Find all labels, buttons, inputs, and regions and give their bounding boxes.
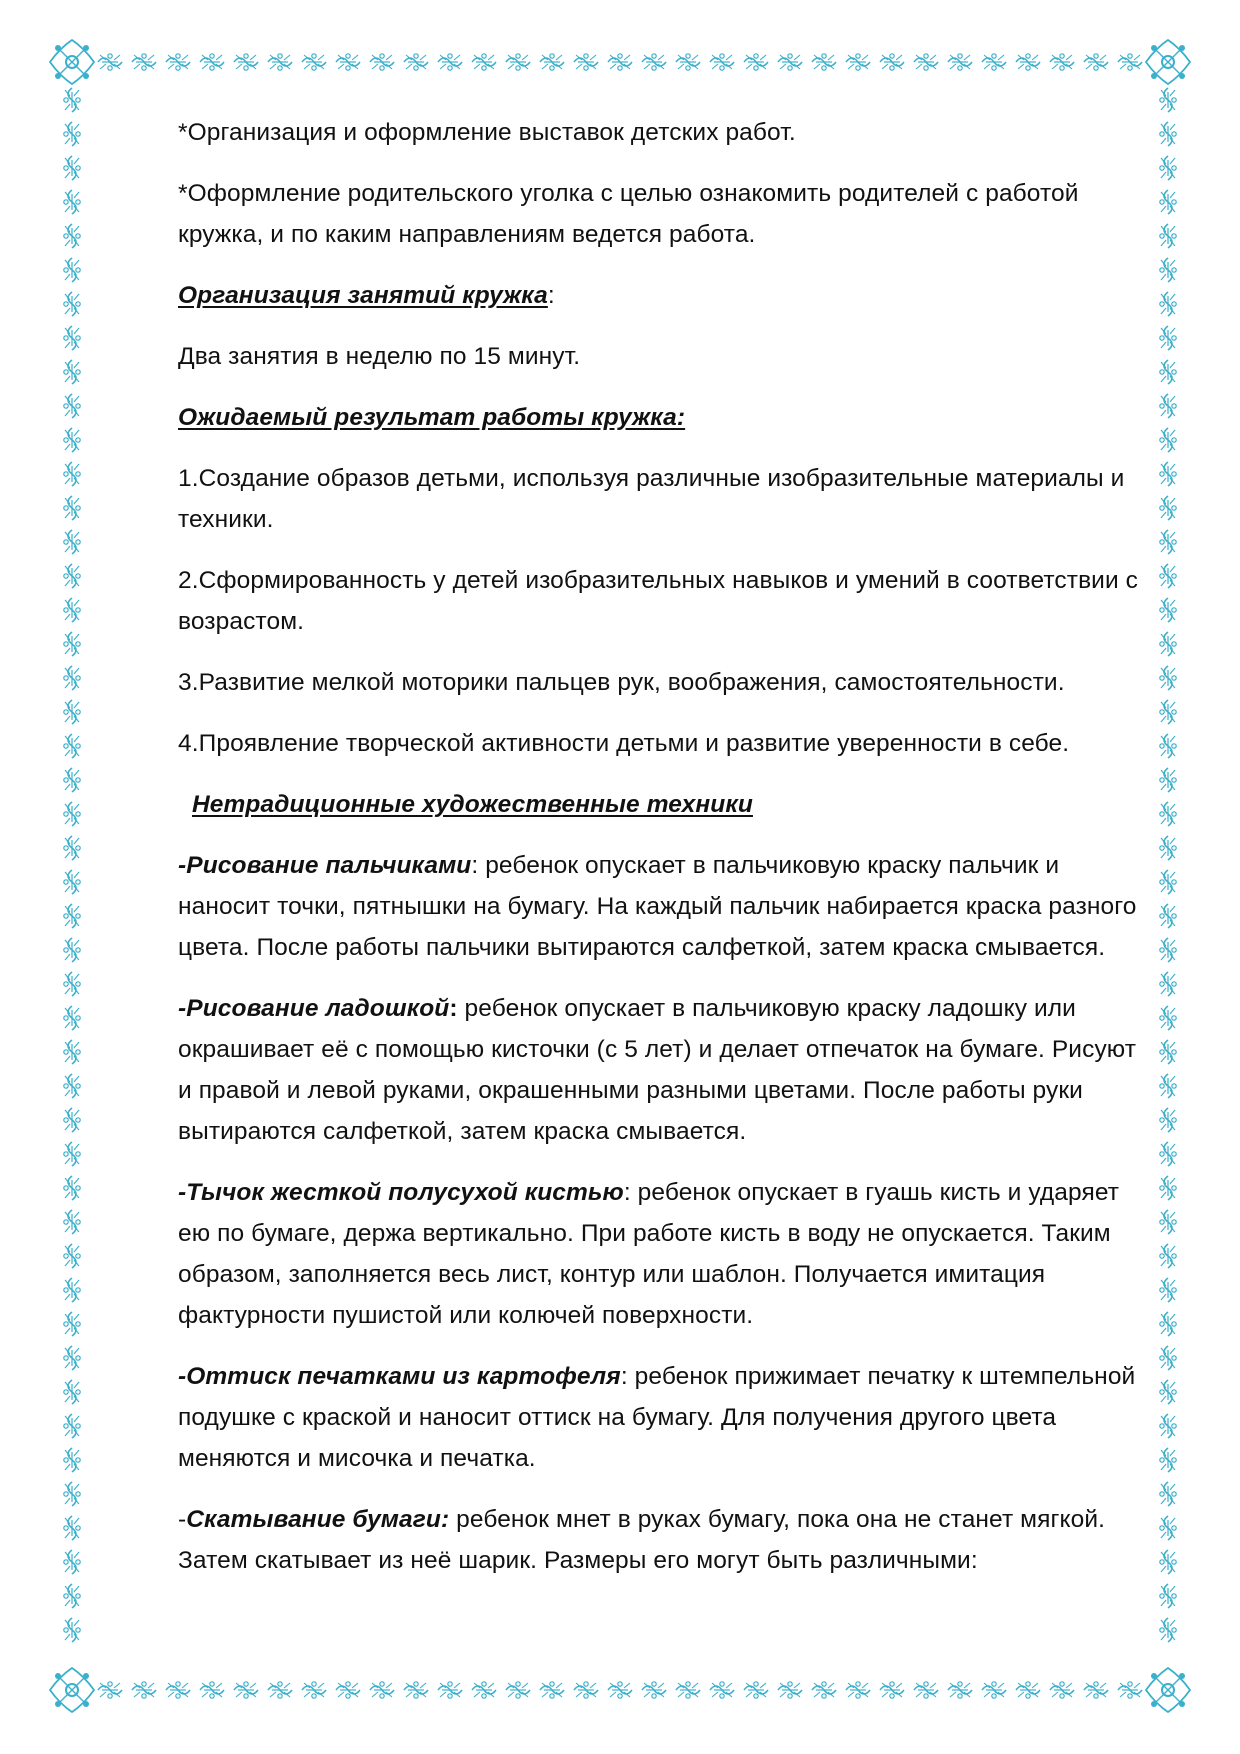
technique-prefix: -: [178, 995, 187, 1022]
border-ornament: [336, 1682, 360, 1698]
border-ornament: [1160, 870, 1176, 894]
border-ornament: [64, 224, 80, 248]
technique-sep: :: [620, 1363, 628, 1390]
border-ornament: [438, 54, 462, 70]
border-ornament: [812, 1682, 836, 1698]
technique-text: ребенок мнет в руках бумагу, пока она не станет мягкой. Затем скатывает из неё шарик. Размеры его могут быть различными:: [178, 1506, 1106, 1574]
border-ornament: [404, 1682, 428, 1698]
border-ornament: [64, 88, 80, 112]
border-ornament: [982, 1682, 1006, 1698]
border-ornament: [64, 802, 80, 826]
border-ornament: [64, 836, 80, 860]
border-ornament: [64, 632, 80, 656]
border-ornament: [1160, 496, 1176, 520]
technique-sep: :: [449, 995, 458, 1022]
heading-organization: Организация занятий кружка: [178, 282, 548, 309]
border-ornament: [1118, 54, 1142, 70]
border-ornament: [1160, 836, 1176, 860]
border-ornament: [710, 54, 734, 70]
border-ornament: [64, 1482, 80, 1506]
border-top: [98, 54, 1142, 70]
border-ornament: [1160, 666, 1176, 690]
border-ornament: [1050, 54, 1074, 70]
border-ornament: [200, 54, 224, 70]
border-ornament: [132, 1682, 156, 1698]
technique-item: [178, 1499, 1148, 1581]
border-ornament: [438, 1682, 462, 1698]
border-ornament: [64, 1346, 80, 1370]
technique-item: [178, 1356, 1148, 1479]
border-ornament: [1160, 1380, 1176, 1404]
border-ornament: [1016, 54, 1040, 70]
border-ornament: [540, 54, 564, 70]
border-ornament: [1160, 428, 1176, 452]
border-ornament: [64, 1448, 80, 1472]
border-ornament: [1016, 1682, 1040, 1698]
border-ornament: [1160, 1550, 1176, 1574]
technique-prefix: -: [178, 1506, 187, 1533]
heading-organization-colon: :: [547, 282, 555, 309]
border-ornament: [132, 54, 156, 70]
border-ornament: [64, 666, 80, 690]
border-ornament: [812, 54, 836, 70]
border-ornament: [1160, 1346, 1176, 1370]
border-ornament: [64, 1584, 80, 1608]
border-ornament: [1160, 1074, 1176, 1098]
technique-sep: :: [623, 1179, 631, 1206]
border-ornament: [1160, 292, 1176, 316]
technique-title: Оттиск печатками из картофеля: [186, 1363, 621, 1390]
border-ornament: [1160, 1142, 1176, 1166]
border-ornament: [1160, 972, 1176, 996]
border-ornament: [64, 870, 80, 894]
technique-title: Рисование пальчиками: [186, 852, 472, 879]
border-right: [1160, 88, 1176, 1642]
technique-text: ребенок опускает в пальчиковую краску ладошку или окрашивает её с помощью кисточки (с 5 лет) и делает отпечаток на бумаге. Рисуют и правой и левой руками, окрашенными разными цветами. После работы руки вытираются салфеткой, затем краска смывается.: [178, 995, 1137, 1145]
border-ornament: [1160, 1448, 1176, 1472]
border-ornament: [1160, 632, 1176, 656]
border-ornament: [64, 938, 80, 962]
corner-ornament-top-right: [1146, 40, 1190, 84]
border-ornament: [64, 258, 80, 282]
border-ornament: [1160, 938, 1176, 962]
technique-title: Рисование ладошкой: [186, 995, 450, 1022]
border-ornament: [64, 598, 80, 622]
border-ornament: [1160, 1108, 1176, 1132]
corner-ornament-top-left: [50, 40, 94, 84]
border-ornament: [1160, 1584, 1176, 1608]
border-ornament: [1160, 1414, 1176, 1438]
border-ornament: [64, 1244, 80, 1268]
border-ornament: [64, 1108, 80, 1132]
border-ornament: [370, 1682, 394, 1698]
document-body: [178, 112, 1148, 1601]
border-ornament: [506, 1682, 530, 1698]
section-techniques-heading: [178, 784, 1148, 825]
border-ornament: [1160, 904, 1176, 928]
border-ornament: [1160, 1312, 1176, 1336]
border-ornament: [302, 1682, 326, 1698]
border-ornament: [64, 1278, 80, 1302]
result-item: 3.Развитие мелкой моторики пальцев рук, воображения, самостоятельности.: [178, 669, 1065, 696]
border-ornament: [880, 54, 904, 70]
border-ornament: [302, 54, 326, 70]
border-left: [64, 88, 80, 1642]
border-ornament: [1160, 1040, 1176, 1064]
border-ornament: [1050, 1682, 1074, 1698]
border-ornament: [64, 496, 80, 520]
border-ornament: [676, 1682, 700, 1698]
border-ornament: [268, 1682, 292, 1698]
border-ornament: [64, 1618, 80, 1642]
border-ornament: [1160, 394, 1176, 418]
border-ornament: [1160, 360, 1176, 384]
result-item: 2.Сформированность у детей изобразительных навыков и умений в соответствии с возрастом.: [178, 567, 1139, 635]
border-ornament: [574, 1682, 598, 1698]
result-item: 1.Создание образов детьми, используя различные изобразительные материалы и техники.: [178, 465, 1125, 533]
border-ornament: [64, 1176, 80, 1200]
technique-sep: :: [471, 852, 479, 879]
border-ornament: [1160, 1516, 1176, 1540]
technique-text: ребенок опускает в пальчиковую краску пальчик и наносит точки, пятнышки на бумагу. На каждый пальчик набирается краска разного цвета. После работы пальчики вытираются салфеткой, затем краска смывается.: [178, 852, 1137, 961]
border-ornament: [608, 1682, 632, 1698]
border-ornament: [166, 54, 190, 70]
border-ornament: [64, 1550, 80, 1574]
border-ornament: [200, 1682, 224, 1698]
border-ornament: [1160, 1006, 1176, 1030]
border-ornament: [64, 1074, 80, 1098]
border-ornament: [880, 1682, 904, 1698]
border-ornament: [1118, 1682, 1142, 1698]
border-ornament: [676, 54, 700, 70]
border-ornament: [234, 54, 258, 70]
technique-prefix: -: [178, 852, 187, 879]
border-ornament: [234, 1682, 258, 1698]
border-ornament: [64, 394, 80, 418]
border-ornament: [64, 1040, 80, 1064]
border-ornament: [1160, 190, 1176, 214]
border-ornament: [744, 1682, 768, 1698]
border-ornament: [64, 1006, 80, 1030]
border-ornament: [1160, 1210, 1176, 1234]
border-ornament: [1160, 530, 1176, 554]
border-ornament: [1160, 1278, 1176, 1302]
border-ornament: [1160, 122, 1176, 146]
border-ornament: [1160, 734, 1176, 758]
border-ornament: [1160, 462, 1176, 486]
border-ornament: [64, 1380, 80, 1404]
technique-item: [178, 845, 1148, 968]
paragraph-parents-corner: *Оформление родительского уголка с целью ознакомить родителей с работой кружка, и по каким направлениям ведется работа.: [178, 180, 1079, 248]
border-ornament: [472, 54, 496, 70]
border-ornament: [98, 1682, 122, 1698]
border-ornament: [64, 156, 80, 180]
border-ornament: [404, 54, 428, 70]
technique-prefix: -: [178, 1179, 187, 1206]
border-ornament: [1160, 326, 1176, 350]
technique-title: Скатывание бумаги:: [186, 1506, 450, 1533]
border-ornament: [642, 54, 666, 70]
result-item: 4.Проявление творческой активности детьми и развитие уверенности в себе.: [178, 730, 1070, 757]
border-ornament: [1084, 54, 1108, 70]
border-ornament: [64, 1516, 80, 1540]
border-ornament: [642, 1682, 666, 1698]
section-organization-heading: [178, 275, 1148, 316]
border-ornament: [64, 1414, 80, 1438]
technique-text: ребенок прижимает печатку к штемпельной подушке с краской и наносит оттиск на бумагу. Для получения другого цвета меняются и мисочка и печатка.: [178, 1363, 1136, 1472]
border-ornament: [1160, 802, 1176, 826]
border-ornament: [370, 54, 394, 70]
border-ornament: [608, 54, 632, 70]
border-ornament: [472, 1682, 496, 1698]
border-ornament: [1160, 1176, 1176, 1200]
border-ornament: [64, 326, 80, 350]
border-ornament: [744, 54, 768, 70]
border-ornament: [64, 122, 80, 146]
border-ornament: [64, 462, 80, 486]
border-ornament: [64, 1142, 80, 1166]
border-ornament: [574, 54, 598, 70]
technique-prefix: -: [178, 1363, 187, 1390]
section-expected-heading: [178, 397, 1148, 438]
border-ornament: [1160, 598, 1176, 622]
heading-expected: Ожидаемый результат работы кружка:: [178, 404, 686, 431]
border-ornament: [506, 54, 530, 70]
border-ornament: [64, 904, 80, 928]
border-ornament: [64, 360, 80, 384]
border-ornament: [1160, 224, 1176, 248]
border-ornament: [336, 54, 360, 70]
border-ornament: [1160, 768, 1176, 792]
technique-item: [178, 1172, 1148, 1336]
border-ornament: [1084, 1682, 1108, 1698]
border-ornament: [64, 428, 80, 452]
border-ornament: [846, 1682, 870, 1698]
border-ornament: [64, 530, 80, 554]
border-ornament: [64, 292, 80, 316]
border-ornament: [948, 54, 972, 70]
technique-title: Тычок жесткой полусухой кистью: [186, 1179, 624, 1206]
border-ornament: [1160, 88, 1176, 112]
heading-techniques: Нетрадиционные художественные техники: [192, 791, 753, 818]
border-ornament: [1160, 156, 1176, 180]
border-ornament: [846, 54, 870, 70]
border-ornament: [64, 190, 80, 214]
border-ornament: [268, 54, 292, 70]
paragraph-organization: Два занятия в неделю по 15 минут.: [178, 343, 581, 370]
border-ornament: [914, 1682, 938, 1698]
border-ornament: [64, 564, 80, 588]
border-ornament: [982, 54, 1006, 70]
border-ornament: [98, 54, 122, 70]
border-ornament: [64, 1210, 80, 1234]
border-ornament: [64, 700, 80, 724]
corner-ornament-bottom-right: [1146, 1668, 1190, 1712]
border-ornament: [64, 734, 80, 758]
border-ornament: [778, 1682, 802, 1698]
border-ornament: [1160, 564, 1176, 588]
border-ornament: [1160, 700, 1176, 724]
paragraph-exhibitions: *Организация и оформление выставок детских работ.: [178, 119, 796, 146]
border-ornament: [1160, 1244, 1176, 1268]
border-bottom: [98, 1682, 1142, 1698]
border-ornament: [914, 54, 938, 70]
border-ornament: [166, 1682, 190, 1698]
border-ornament: [1160, 1618, 1176, 1642]
corner-ornament-bottom-left: [50, 1668, 94, 1712]
border-ornament: [1160, 1482, 1176, 1506]
border-ornament: [778, 54, 802, 70]
border-ornament: [710, 1682, 734, 1698]
border-ornament: [1160, 258, 1176, 282]
border-ornament: [540, 1682, 564, 1698]
border-ornament: [64, 1312, 80, 1336]
border-ornament: [948, 1682, 972, 1698]
technique-item: [178, 988, 1148, 1152]
border-ornament: [64, 768, 80, 792]
technique-text: ребенок опускает в гуашь кисть и ударяет ею по бумаге, держа вертикально. При работе кисть в воду не опускается. Таким образом, заполняется весь лист, контур или шаблон. Получается имитация фактурности пушистой или колючей поверхности.: [178, 1179, 1120, 1329]
border-ornament: [64, 972, 80, 996]
